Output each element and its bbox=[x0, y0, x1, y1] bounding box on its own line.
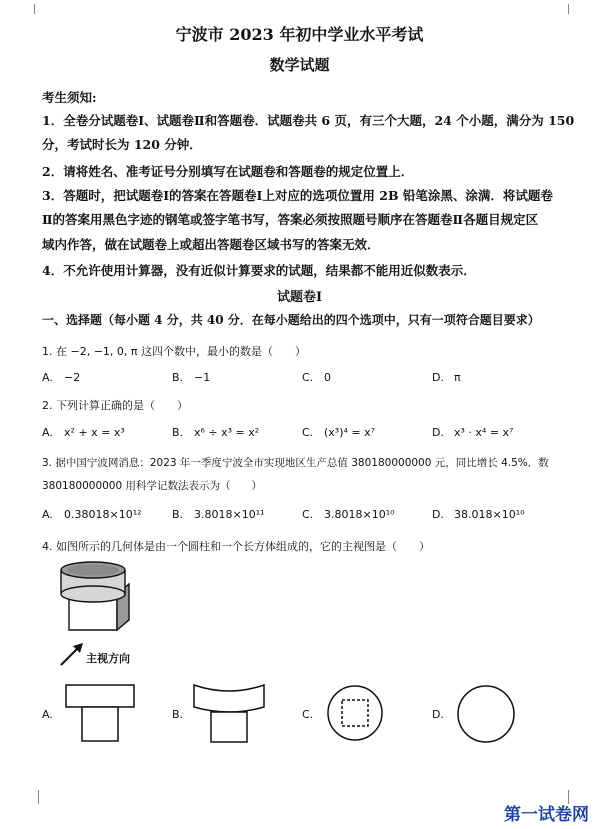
notice-line: 域内作答，做在试题卷上或超出答题卷区域书写的答案无效． bbox=[42, 237, 380, 252]
notice-line: 分，考试时长为 120 分钟． bbox=[42, 137, 202, 152]
q1-option-c: C. 0 bbox=[302, 371, 331, 384]
paper-title: 试题卷Ⅰ bbox=[276, 290, 323, 305]
question-2-stem: 2. 下列计算正确的是（ ） bbox=[42, 399, 188, 412]
crop-mark-top-right bbox=[568, 4, 581, 14]
notice-line: 4．不允许使用计算器，没有近似计算要求的试题，结果都不能用近似数表示． bbox=[42, 263, 476, 278]
question-3-stem-cont: 380180000000 用科学记数法表示为（ ） bbox=[42, 480, 263, 492]
notice-heading: 考生须知: bbox=[42, 90, 97, 105]
q1-option-a: A. −2 bbox=[42, 371, 81, 384]
crop-mark-top-left bbox=[34, 4, 47, 14]
q4-option-c-label: C. bbox=[302, 708, 314, 721]
q4-option-b-figure bbox=[192, 683, 266, 745]
q2-option-b: B. x⁶ ÷ x³ = x² bbox=[172, 426, 260, 439]
q4-option-b-label: B. bbox=[172, 708, 184, 721]
section-heading: 一、选择题（每小题 4 分，共 40 分．在每小题给出的四个选项中，只有一项符合题目要求） bbox=[42, 313, 540, 327]
notice-line: 1．全卷分试题卷Ⅰ、试题卷Ⅱ和答题卷．试题卷共 6 页，有三个大题，24 个小题，满分为 150 bbox=[42, 113, 575, 128]
view-direction-label: 主视方向 bbox=[86, 652, 130, 665]
q1-option-b: B. −1 bbox=[172, 371, 211, 384]
notice-line: 3．答题时，把试题卷Ⅰ的答案在答题卷Ⅰ上对应的选项位置用 2B 铅笔涂黑、涂满．将试题卷 bbox=[42, 188, 553, 203]
question-3-stem: 3. 据中国宁波网消息：2023 年一季度宁波全市实现地区生产总值 380180000000 元，同比增长 4.5%．数 bbox=[42, 457, 549, 469]
q3-option-b: B. 3.8018×10¹¹ bbox=[172, 508, 265, 521]
q2-option-c: C. (x³)⁴ = x⁷ bbox=[302, 426, 376, 439]
view-direction-arrow bbox=[58, 640, 86, 668]
notice-line: 2．请将姓名、准考证号分别填写在试题卷和答题卷的规定位置上． bbox=[42, 164, 414, 179]
q4-option-d-label: D. bbox=[432, 708, 444, 721]
q3-option-a: A. 0.38018×10¹² bbox=[42, 508, 142, 521]
q4-option-c-figure bbox=[325, 683, 385, 743]
q2-option-d: D. x³ · x⁴ = x⁷ bbox=[432, 426, 514, 439]
q2-option-a: A. x² + x = x³ bbox=[42, 426, 125, 439]
q3-option-c: C. 3.8018×10¹⁰ bbox=[302, 508, 395, 521]
q4-option-a-figure bbox=[64, 683, 136, 745]
q3-option-d: D. 38.018×10¹⁰ bbox=[432, 508, 525, 521]
crop-mark-bottom-left bbox=[38, 790, 49, 804]
subject-title: 数学试题 bbox=[269, 56, 330, 74]
question-4-stem: 4. 如图所示的几何体是由一个圆柱和一个长方体组成的，它的主视图是（ ） bbox=[42, 540, 430, 553]
solid-figure bbox=[55, 556, 155, 636]
question-1-stem: 1. 在 −2, −1, 0, π 这四个数中，最小的数是（ ） bbox=[42, 345, 307, 358]
site-watermark: 第一试卷网 bbox=[504, 805, 589, 825]
q4-option-d-figure bbox=[455, 683, 517, 745]
q4-option-a-label: A. bbox=[42, 708, 53, 721]
exam-title: 宁波市 2023 年初中学业水平考试 bbox=[175, 25, 424, 44]
notice-line: Ⅱ的答案用黑色字迹的钢笔或签字笔书写，答案必须按照题号顺序在答题卷Ⅱ各题目规定区 bbox=[42, 212, 539, 227]
q1-option-d: D. π bbox=[432, 371, 461, 384]
